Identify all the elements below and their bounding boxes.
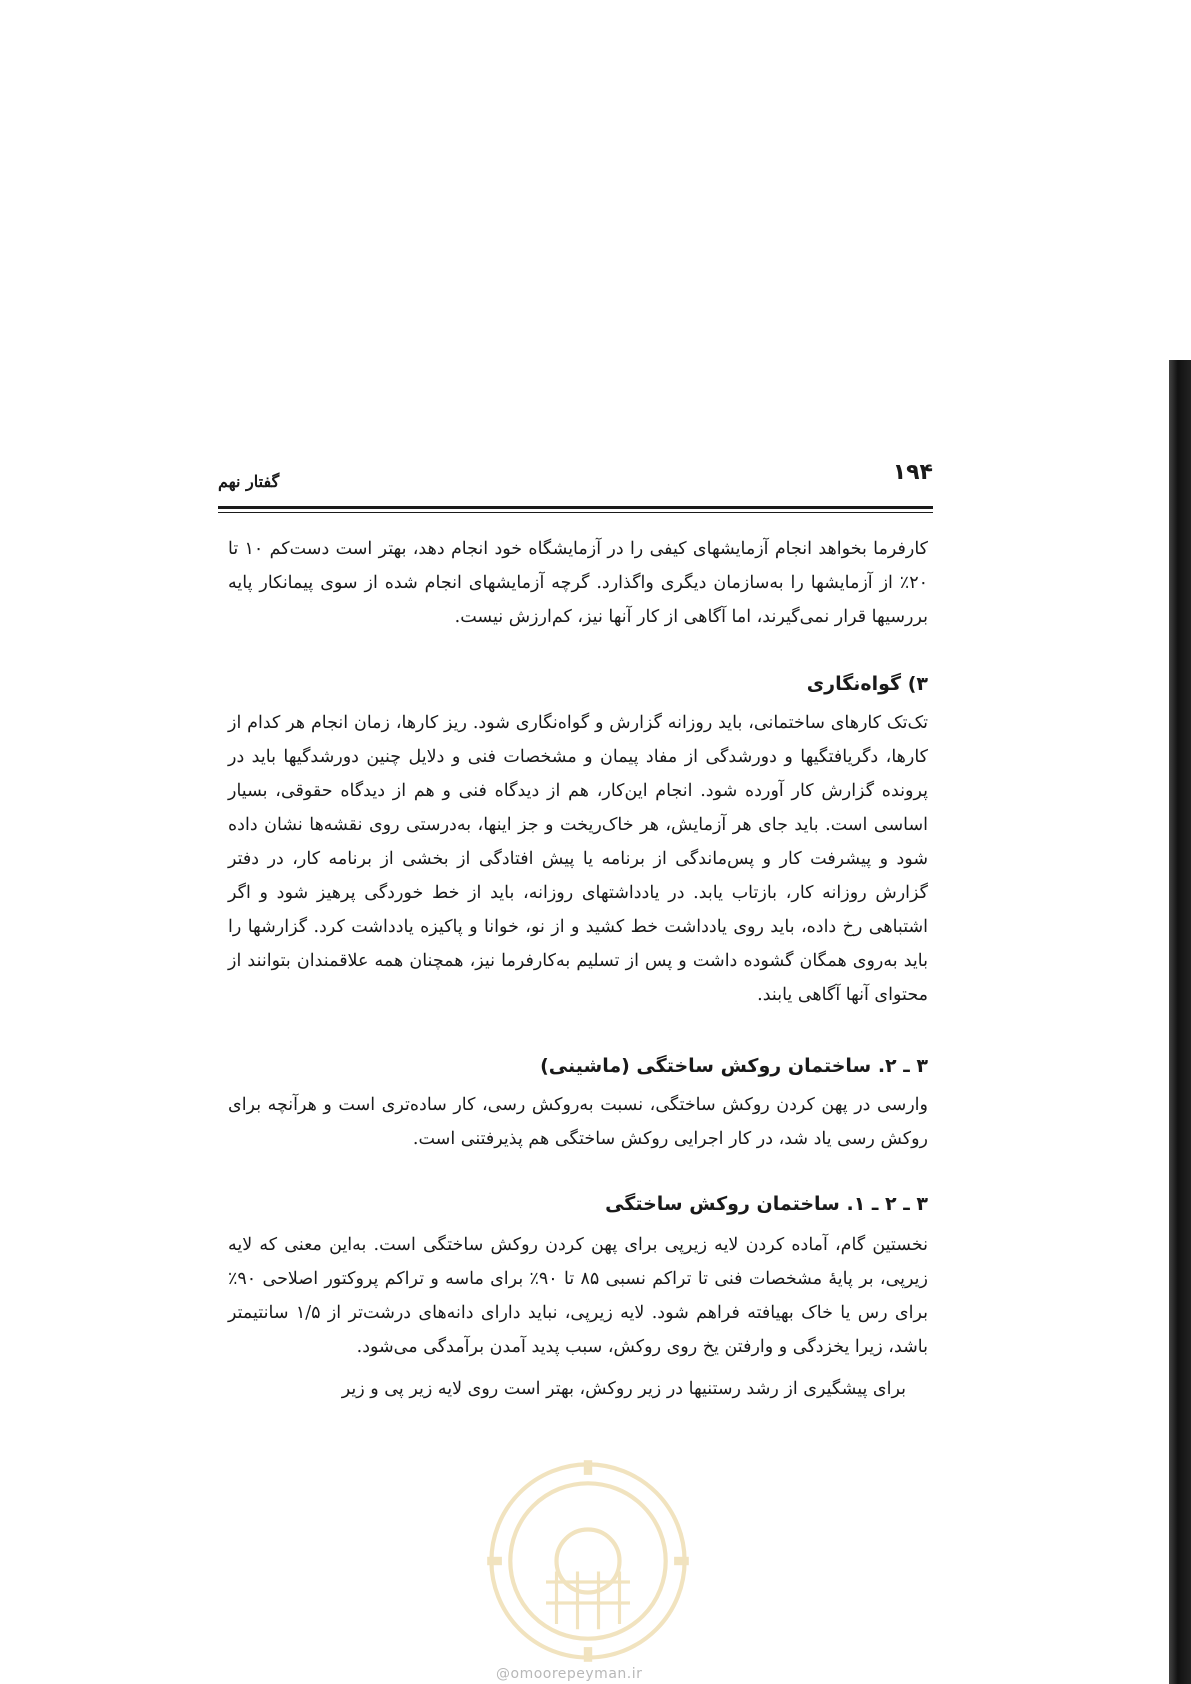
at-icon: @ bbox=[496, 1666, 511, 1682]
subsection-paragraph-1: نخستین گام، آماده کردن لایه زیرپی برای پهن کردن روکش ساختگی است. به‌این معنی که لایه زیرپی، بر پایهٔ مشخصات فنی تا تراکم نسبی ۸۵ تا ۹۰٪ برای ماسه و تراکم پروکتور اصلاحی ۹۰٪ برای رس یا خاک بهیافته فراهم شود. لایه زیرپی، نباید دارای دانه‌های درشت‌تر از ۱/۵ سانتیمتر باشد، زیرا یخزدگی و وارفتن یخ روی روکش، سبب پدید آمدن برآمدگی می‌شود. bbox=[228, 1235, 928, 1357]
section-heading-synthetic-liner: ۳ ـ ۲. ساختمان روکش ساختگی (ماشینی) bbox=[540, 1055, 928, 1077]
watermark-logo bbox=[483, 1456, 693, 1666]
subsection-paragraph-2: برای پیشگیری از رشد رستنیها در زیر روکش، بهتر است روی لایه زیر پی و زیر bbox=[341, 1379, 906, 1399]
header-rule-thick bbox=[218, 506, 933, 509]
watermark-site-text: omoorepeyman.ir bbox=[510, 1666, 643, 1682]
scanned-page-edge bbox=[1169, 360, 1191, 1684]
page-number: ۱۹۴ bbox=[892, 460, 933, 485]
running-header bbox=[218, 458, 933, 500]
intro-paragraph: کارفرما بخواهد انجام آزمایشهای کیفی را در آزمایشگاه خود انجام دهد، بهتر است دست‌کم ۱۰ تا ۲۰٪ از آزمایشها را به‌سازمان دیگری واگذارد. گرچه آزمایشهای انجام شده از سوی پیمانکار پایه بررسیها قرار نمی‌گیرند، اما آگاهی از کار آنها نیز، کم‌ارزش نیست. bbox=[228, 539, 928, 627]
section-paragraph-testimony: تک‌تک کارهای ساختمانی، باید روزانه گزارش و گواه‌نگاری شود. ریز کارها، زمان انجام هر کدام از کارها، دگریافتگیها و دورشدگی از مفاد پیمان و مشخصات فنی و دلایل چنین دورشدگیها باید در پرونده گزارش کار آورده شود. انجام این‌کار، هم از دیدگاه فنی و هم از دیدگاه حقوقی، بسیار اساسی است. باید جای هر آزمایش، هر خاک‌ریخت و جز اینها، به‌درستی روی نقشه‌ها نشان داده شود و پیشرفت کار و پس‌ماندگی از برنامه یا پیش افتادگی از بخشی از برنامه کار، در دفتر گزارش روزانه کار، بازتاب یابد. در یادداشتهای روزانه، باید از خط خوردگی پرهیز شود و اگر اشتباهی رخ داده، باید روی یادداشت خط کشید و از نو، خوانا و پاکیزه یادداشت کرد. گزارشها را باید به‌روی همگان گشوده داشت و پس از تسلیم به‌کارفرما نیز، همچنان همه علاقمندان بتوانند از محتوای آنها آگاهی یابند. bbox=[228, 713, 928, 1005]
subsection-body bbox=[228, 1228, 928, 1406]
header-rule-thin bbox=[218, 512, 933, 513]
page-content bbox=[228, 532, 928, 1406]
chapter-title: گفتار نهم bbox=[218, 472, 280, 491]
watermark-site-label bbox=[496, 1666, 642, 1682]
section-heading-testimony: ۳) گواه‌نگاری bbox=[806, 673, 928, 695]
subsection-heading-synthetic-liner-construction: ۳ ـ ۲ ـ ۱. ساختمان روکش ساختگی bbox=[605, 1193, 928, 1215]
section-paragraph-synthetic-liner: وارسی در پهن کردن روکش ساختگی، نسبت به‌روکش رسی، کار ساده‌تری است و هرآنچه برای روکش رسی یاد شد، در کار اجرایی روکش ساختگی هم پذیرفتنی است. bbox=[228, 1095, 928, 1149]
